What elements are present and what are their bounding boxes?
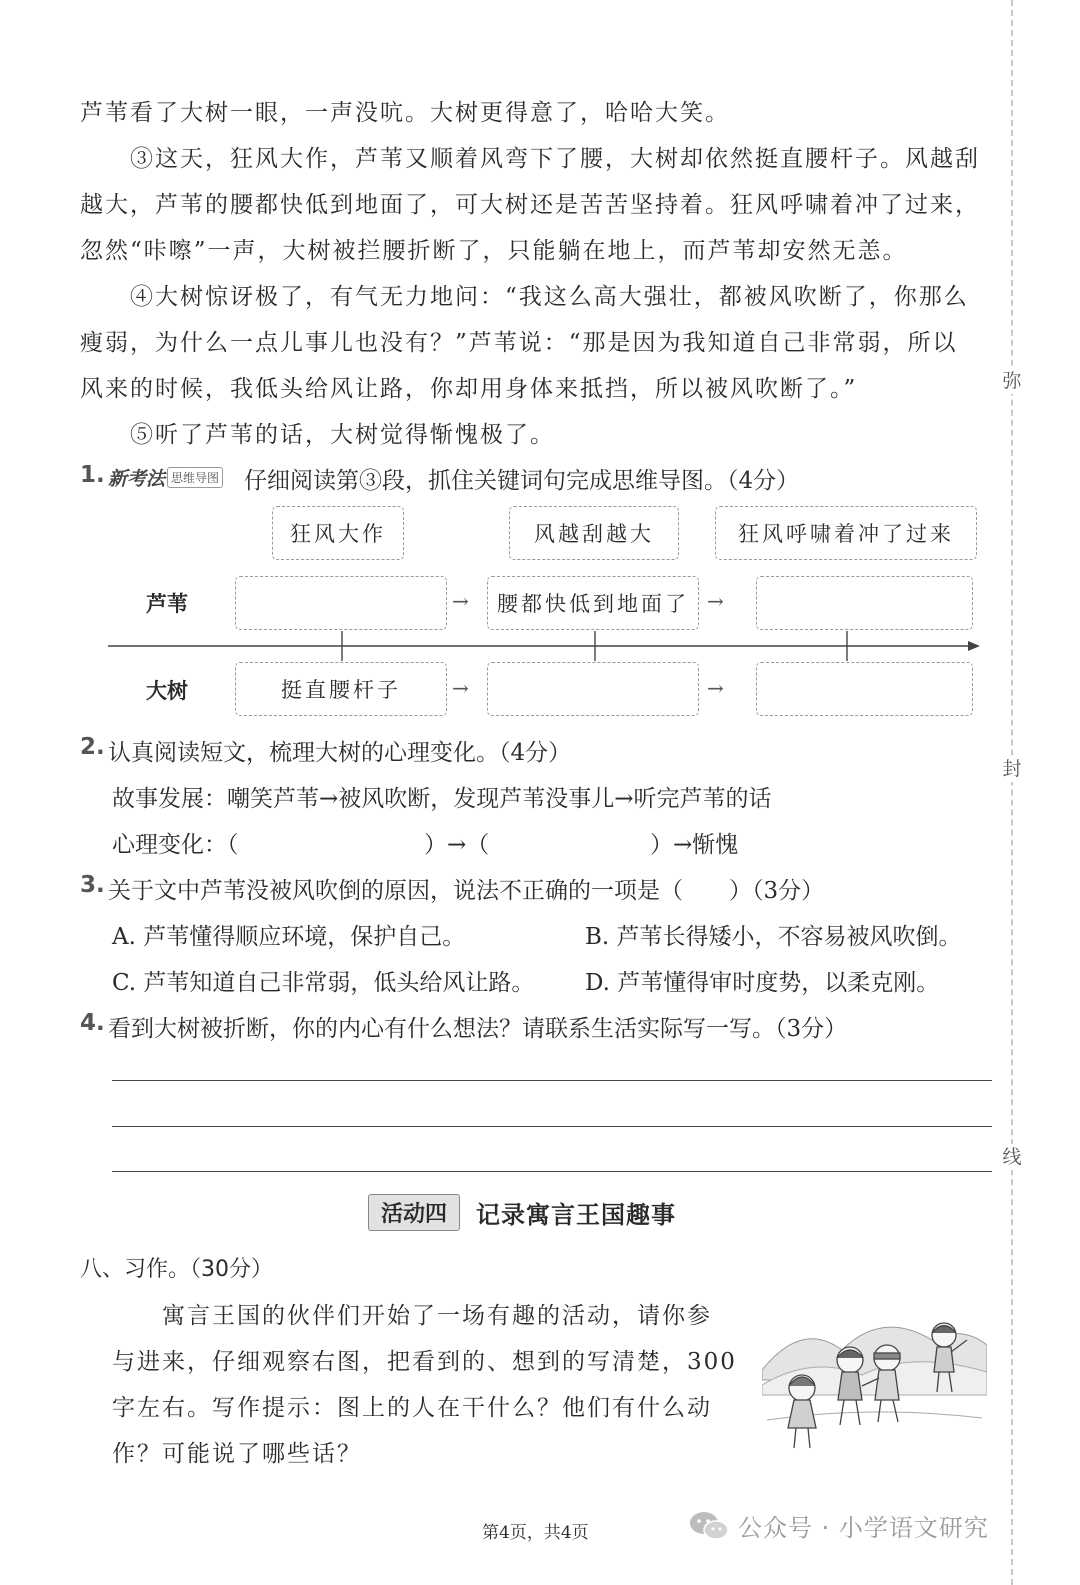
page-number: 第4页，共4页: [482, 1523, 589, 1543]
q4-text: 看到大树被折断，你的内心有什么想法？请联系生活实际写一写。（3分）: [108, 1016, 848, 1042]
reed-label: 芦苇: [146, 592, 188, 616]
middle-body: [838, 1372, 862, 1400]
passage-line: 芦苇看了大树一眼，一声没吭。大树更得意了，哈哈大笑。: [80, 100, 730, 126]
reed-arrow-1: →: [452, 589, 469, 613]
stage-box-2: 风越刮越大: [509, 506, 679, 560]
answer-line-1[interactable]: [112, 1080, 992, 1081]
essay-heading: 八、习作。（30分）: [80, 1257, 273, 1282]
stage-box-3: 狂风呼啸着冲了过来: [715, 506, 977, 560]
q3-option-d[interactable]: D. 芦苇懂得审时度势，以柔克刚。: [585, 970, 940, 996]
tree-box-1: 挺直腰杆子: [235, 662, 447, 716]
paragraph-3-line-3: 忽然“咔嚓”一声，大树被拦腰折断了，只能躺在地上，而芦苇却安然无恙。: [80, 238, 908, 264]
essay-line-1: 寓言王国的伙伴们开始了一场有趣的活动，请你参: [162, 1303, 712, 1329]
right-body: [934, 1347, 954, 1372]
reed-box-3[interactable]: [756, 576, 973, 630]
activity-heading: [368, 1194, 676, 1231]
timeline-axis: [100, 630, 985, 662]
paragraph-4-line-3: 风来的时候，我低头给风让路，你却用身体来抵挡，所以被风吹断了。”: [80, 376, 858, 402]
q2-story: 故事发展：嘲笑芦苇→被风吹断，发现芦苇没事儿→听完芦苇的话: [112, 786, 772, 812]
blind-leg-l: [878, 1400, 881, 1422]
paragraph-4-line-1: ④大树惊讶极了，有气无力地问：“我这么高大强壮，都被风吹断了，你那么: [130, 284, 969, 310]
q1-text: 仔细阅读第③段，抓住关键词句完成思维导图。（4分）: [244, 468, 800, 494]
girl-leg-l: [794, 1428, 796, 1448]
tree-arrow-1: →: [452, 676, 469, 700]
badge-main: 新考法: [108, 468, 166, 490]
q3-option-a[interactable]: A. 芦苇懂得顺应环境，保护自己。: [112, 924, 466, 950]
watermark-text: 公众号 · 小学语文研究: [738, 1514, 989, 1542]
paragraph-3-line-1: ③这天，狂风大作，芦苇又顺着风弯下了腰，大树却依然挺直腰杆子。风越刮: [130, 146, 980, 172]
tree-label: 大树: [146, 679, 188, 703]
wechat-icon: [688, 1509, 730, 1543]
essay-line-2: 与进来，仔细观察右图，把看到的、想到的写清楚，300: [112, 1349, 737, 1375]
activity-tag: 活动四: [368, 1194, 460, 1231]
q1-badge: [108, 464, 223, 491]
essay-line-3: 字左右。写作提示：图上的人在干什么？他们有什么动: [112, 1395, 712, 1421]
binding-mark-xian: 线: [999, 1144, 1025, 1170]
activity-title: 记录寓言王国趣事: [476, 1201, 677, 1229]
paragraph-4-line-2: 瘦弱，为什么一点儿事儿也没有？”芦苇说：“那是因为我知道自己非常弱，所以: [80, 330, 958, 356]
q3-text: 关于文中芦苇没被风吹倒的原因，说法不正确的一项是（ ）（3分）: [108, 878, 825, 904]
binding-dashed-line: [1011, 0, 1013, 1585]
q1-number: 1.: [80, 462, 105, 488]
q2-text: 认真阅读短文，梳理大树的心理变化。（4分）: [108, 740, 572, 766]
tree-box-2[interactable]: [487, 662, 699, 716]
q2-blank-2[interactable]: [488, 824, 648, 856]
reed-box-2: 腰都快低到地面了: [487, 576, 699, 630]
tree-box-3[interactable]: [756, 662, 973, 716]
blind-body: [875, 1370, 899, 1400]
reed-box-1[interactable]: [235, 576, 447, 630]
q4-number: 4.: [80, 1010, 105, 1036]
tree-arrow-2: →: [707, 676, 724, 700]
blindfold: [874, 1353, 900, 1359]
answer-line-3[interactable]: [112, 1171, 992, 1172]
answer-line-2[interactable]: [112, 1126, 992, 1127]
q2-mind-end: ）→惭愧: [650, 832, 739, 858]
wechat-watermark: [688, 1508, 989, 1543]
essay-line-4: 作？可能说了哪些话？: [112, 1441, 362, 1467]
q3-option-c[interactable]: C. 芦苇知道自己非常弱，低头给风让路。: [112, 970, 535, 996]
child-girl-left: [788, 1375, 816, 1448]
q2-number: 2.: [80, 734, 105, 760]
badge-sub: 思维导图: [167, 467, 223, 488]
q2-mind-mid: ）→（: [424, 832, 490, 858]
paragraph-3-line-2: 越大，芦苇的腰都快低到地面了，可大树还是苦苦坚持着。狂风呼啸着冲了过来，: [80, 192, 980, 218]
children-playing-illustration: [762, 1300, 987, 1460]
q2-blank-1[interactable]: [262, 824, 422, 856]
q3-number: 3.: [80, 872, 105, 898]
paragraph-5: ⑤听了芦苇的话，大树觉得惭愧极了。: [130, 422, 555, 448]
stage-box-1: 狂风大作: [272, 506, 404, 560]
q3-option-b[interactable]: B. 芦苇长得矮小，不容易被风吹倒。: [585, 924, 962, 950]
q2-mind-label: 心理变化：（: [112, 832, 239, 858]
axis-arrowhead: [968, 641, 980, 651]
binding-mark-feng: 封: [999, 756, 1025, 782]
blind-leg-r: [893, 1400, 898, 1422]
binding-mark-mi: 弥: [999, 368, 1025, 394]
girl-leg-r: [808, 1428, 810, 1448]
girl-body: [788, 1400, 816, 1428]
reed-arrow-2: →: [707, 589, 724, 613]
